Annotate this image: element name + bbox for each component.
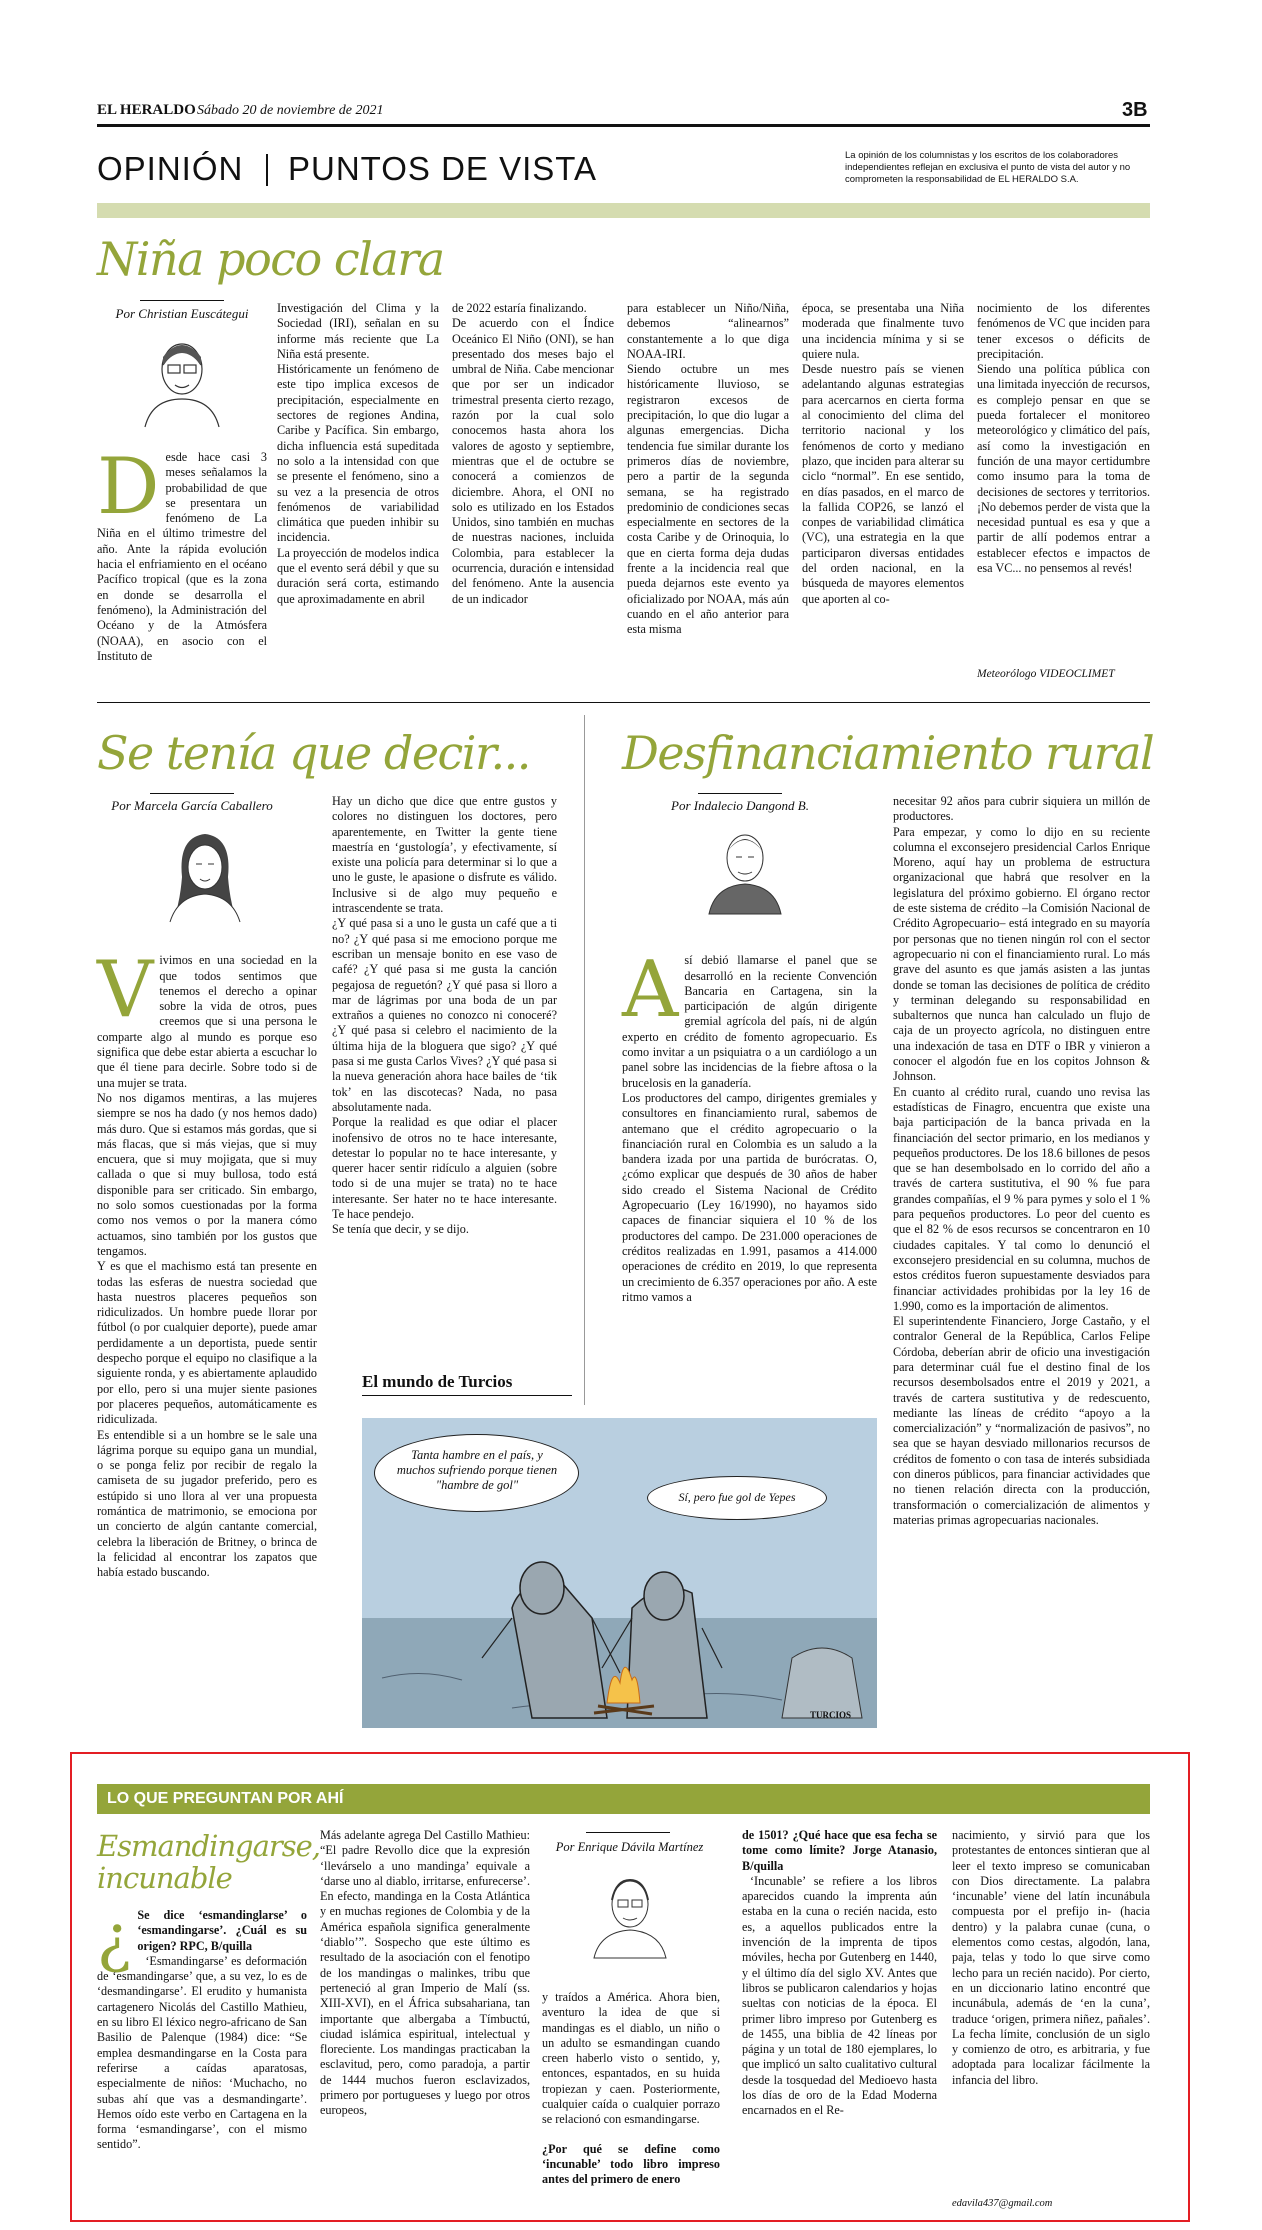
byline-rule xyxy=(586,1832,670,1833)
article1-col1-text: esde hace casi 3 meses señalamos la probabilidad de que se presentara un fenómeno de La Niña en el último trimestre del año. Ante la rápida evolución hacia el enfriamiento en el océano Pacífico tropical (que es la zona en donde se desarrolla el fenómeno), la Administración del Océano y de la Atmósfera (NOAA), en asocio con el Instituto de xyxy=(97,450,267,663)
article1-signature: Meteorólogo VIDEOCLIMET xyxy=(977,668,1115,680)
article2-title: Se tenía que decir... xyxy=(97,726,530,780)
accent-bar xyxy=(97,203,1150,218)
author-portrait xyxy=(160,822,250,922)
vertical-divider xyxy=(584,715,585,1405)
byline-rule xyxy=(150,793,234,794)
subsection-title: PUNTOS DE VISTA xyxy=(288,150,598,187)
article1-col6: nocimiento de los diferentes fenómenos de VC que inciden para tener excesos o déficits de precipitación. Siendo una política pública con una limitada inyección de recursos, es complejo pensar en que se pueda fortalecer el monitoreo meteorológico y climático del país, así como la investigación en función de una mayor certidumbre como insumo para la toma de decisiones de sectores y territorios. ¡No debemos perder de vista que la necesidad puntual es esa y que a partir de allí podemos entrar a establecer efectos e impactos de esa VC... no pensemos al revés! xyxy=(977,301,1150,576)
author-portrait xyxy=(137,327,227,427)
page-number: 3B xyxy=(1122,99,1148,121)
cartoon xyxy=(362,1418,877,1728)
section-divider xyxy=(266,154,268,186)
cartoon-rule xyxy=(362,1395,572,1396)
article1-byline: Por Christian Euscátegui xyxy=(115,306,249,321)
article2-col2: Hay un dicho que dice que entre gustos y colores no distinguen los doctores, pero aparentemente, en Twitter la gente tiene maestría en ‘gustología’, y efectivamente, sí existe una policía para determinar si lo que a uno le guste, le apasione o disfrute es válido. Inclusive si de algo muy pequeño e intrascendente se trata. ¿Y qué pasa si a uno le gusta un café que a ti no? ¿Y qué pasa si me emociono porque me escriban un mensaje bonito en ese vaso de café? ¿Y qué pasa si me gusta la canción pegajosa de reguetón? ¿Y qué pasa si lloro a mar de lágrimas por una boda de un par extraños a quienes no conozco ni conoceré? ¿Y qué pasa si celebro el nacimiento de la última hija de la bloguera que sigo? ¿Y qué pasa si me gusta Carlos Vives? ¿Y qué pasa si la nueva generación ahora hace bailes de ‘tik tok’ en las discotecas? Nada, no pasa absolutamente nada. Porque la realidad es que odiar el placer inofensivo de otros no te hace interesante, detestar lo popular no te hace interesante, y querer hacer sentir ridículo a alguien (sobre todo si de una mujer se trata) no te hace interesante. Ser hater no te hace interesante. Te hace pendejo. Se tenía que decir, y se dijo. xyxy=(332,794,557,1237)
cartoon-title: El mundo de Turcios xyxy=(362,1372,513,1391)
question-2: ¿Por qué se define como ‘incunable’ todo libro impreso antes del primero de enero xyxy=(542,2141,720,2187)
box-title: Esmandingarse, incunable xyxy=(97,1829,321,1895)
box-col3-text: y traídos a América. Ahora bien, aventuro la idea de que si mandingas es el diablo, un niño o un adulto se esmandingan cuando creen haberlo visto o sentido, y, entonces, espantados, en su huida tropiezan y caen. Posteriormente, cualquier caída o cualquier porrazo se relacionó con esmandingarse. xyxy=(542,1990,720,2127)
question-1: Se dice ‘esmandinglarse’ o ‘esmandingarse’. ¿Cuál es su origen? RPC, B/quilla xyxy=(137,1908,307,1953)
article1-title: Niña poco clara xyxy=(97,232,444,286)
article1-col1 xyxy=(97,442,267,685)
author-portrait xyxy=(590,1866,670,1958)
speech-bubble-text: Tanta hambre en el país, y muchos sufriendo porque tienen "hambre de gol" xyxy=(396,1448,558,1492)
box-header: LO QUE PREGUNTAN POR AHÍ xyxy=(97,1784,1150,1814)
box-email: edavila437@gmail.com xyxy=(952,2198,1053,2209)
question-2b: de 1501? ¿Qué hace que esa fecha se tome como límite? Jorge Atanasio, B/quilla xyxy=(742,1828,937,1873)
article1-col2: Investigación del Clima y la Sociedad (IRI), señalan en su informe más reciente que La Niña está presente. Históricamente un fenómeno de este tipo implica excesos de precipitación, especialmente en sectores de regiones Andina, Caribe y Pacífica. Sin embargo, dicha influencia está supeditada no solo a la intensidad con que se presente el fenómeno, sino a su vez a la presencia de otros fenómenos de variabilidad climática que pueden inhibir su incidencia. La proyección de modelos indica que el evento será débil y que su duración será corta, estimando que aproximadamente en abril xyxy=(277,301,439,606)
dropcap: D xyxy=(97,442,160,532)
dropcap: V xyxy=(97,945,154,1036)
box-col3 xyxy=(542,1990,720,2213)
box-col4-text: ‘Incunable’ se refiere a los libros aparecidos cuando la imprenta aún estaba en la cuna o recién nacida, esto es, a aquellos publicados entre la invención de la imprenta de tipos móviles, hecha por Gutenberg en 1440, y el último día del siglo XV. Antes que libros se publicaron calendarios y hojas sueltas con noticias de la época. El primer libro impreso por Gutenberg es de 1455, una biblia de 42 líneas por página y un total de 180 ejemplares, lo que implicó un salto cualitativo cultural desde la tosquedad del Medioevo hasta los días de oro de la Edad Moderna encarnados en el Re- xyxy=(742,1873,937,2118)
article1-col5: época, se presentaba una Niña moderada que finalmente tuvo una incidencia mínima y si se quiere nula. Desde nuestro país se vienen adelantando algunas estrategias para acercarnos en cierta forma al conocimiento del clima del territorio nacional y los fenómenos de corto y mediano plazo, que inciden para alterar su ciclo “normal”. En ese sentido, en días pasados, en el marco de la fallida COP26, se lanzó el conpes de variabilidad climática (VC), una estrategia en la que participaron diversas entidades del orden nacional, en la búsqueda de mayores elementos que aporten al co- xyxy=(802,301,964,606)
box-col4 xyxy=(742,1828,937,2213)
article3-byline: Por Indalecio Dangond B. xyxy=(671,798,809,813)
article3-col1-text: sí debió llamarse el panel que se desarrolló en la reciente Convención Bancaria en Cartagena, sin la participación de algún dirigente gremial agrícola del país, ni de algún experto en crédito de fomento agropecuario. Es como invitar a un psiquiatra o a un cardiólogo a un panel sobre las incidencias de la fiebre aftosa o la brucelosis en la ganadería. Los productores del campo, dirigentes gremiales y consultores en financiamiento rural, sabemos de antemano que el crédito agropecuario o la financiación rural en Colombia es un saludo a la bandera izada por una partida de burócratas. O, ¿cómo explicar que después de 30 años de haber sido creado el Sistema Nacional de Crédito Agropecuario (Ley 16/1990), no hayamos sido capaces de financiar siquiera el 10 % de los productores del campo. De 231.000 operaciones de créditos realizadas en 1.991, pasamos a 414.000 operaciones de crédito en 2019, lo que representa un crecimiento de 6.357 operaciones por año. A este ritmo vamos a xyxy=(622,953,877,1304)
speech-bubble-text: Sí, pero fue gol de Yepes xyxy=(678,1490,796,1504)
dropcap: A xyxy=(622,945,679,1036)
box-col1-text: ‘Esmandingarse’ es deformación de ‘esmandingarse’ que, a su vez, lo es de ‘desmandingarse’. El erudito y humanista cartagenero Nicolás del Castillo Mathieu, en su libro El léxico negro-africano de San Basilio de Palenque (1984) dice: “Se emplea desmandingarse en la Costa para referirse a caídas aparatosas, especialmente de niños: ‘Muchacho, no subas ahí que vas a desmandingarte’. Hemos oído este verbo en Cartagena en la forma ‘esmandingarse’, con el mismo sentido”. xyxy=(97,1953,307,2152)
cartoon-signature: TURCIOS xyxy=(810,1710,852,1720)
byline-rule xyxy=(698,793,782,794)
paper-name: EL HERALDO xyxy=(97,102,196,118)
article2-col1-text: ivimos en una sociedad en la que todos sentimos que tenemos el derecho a opinar sobre la vida de otros, pues creemos que si una persona le comparte algo al mundo es porque eso significa que debe estar abierta a escuchar lo que él tiene para decirle. Sobre todo si de una mujer se trata. No nos digamos mentiras, a las mujeres siempre se nos ha dado (y nos hemos dado) más duro. Que si estamos más gordas, que si más flacas, que si más viejas, que si muy encuera, que si muy mojigata, que si muy callada o que si muy bullosa, todo está disponible para ser criticado. Sin embargo, no solo somos cuestionadas por la forma como nos vemos o por la manera cómo actuamos, sino también por los gustos que tengamos. Y es que el machismo está tan presente en todas las esferas de nuestra sociedad que hasta nuestros placeres pequeños son ridiculizados. Un hombre puede llorar por fútbol (o por cualquier deporte), puede amar perdidamente a un deportista, puede sentir despecho porque el equipo no clasifique a la siguiente ronda, y es abiertamente aplaudido por ello, pero si una mujer siente pasiones por placeres pequeños, automáticamente es ridiculizada. Es entendible si a un hombre se le sale una lágrima porque su equipo gana un mundial, o se ponga feliz por recibir de regalo la camiseta de su jugador preferido, pero es estúpido si uno llora al ver una propuesta romántica de matrimonio, se emociona por un concierto de algún cantante comercial, celebra la liberación de Britney, o brinca de la felicidad al encontrar los zapatos que había estado buscando. xyxy=(97,953,317,1580)
article3-col1 xyxy=(622,938,877,1366)
section-rule xyxy=(97,702,1150,703)
article3-title: Desfinanciamiento rural xyxy=(622,726,1154,780)
article3-col2: necesitar 92 años para cubrir siquiera un millón de productores. Para empezar, y como lo dijo en su reciente columna el exconsejero presidencial Carlos Enrique Moreno, aquí hay un problema de estructura organizacional que habrá que resolver en la legislatura del próximo gobierno. El órgano rector de este sistema de crédito –la Comisión Nacional de Crédito Agropecuario– está integrado en su mayoría por personas que no tienen ningún rol con el sector agropecuario ni con el financiamiento rural. Lo más grave del asunto es que jamás asisten a las juntas donde se toman las decisiones de política de crédito y terminan delegando su responsabilidad en subalternos que nunca han calculado un flujo de caja de un proyecto agrícola, no distinguen entre una indexación de tasa en DTF o IBR y vinieron a conocer el algodón fue en los copitos Johnson & Johnson. En cuanto al crédito rural, cuando uno revisa las estadísticas de Finagro, encuentra que existe una baja participación de la banca privada en la financiación del sector primario, en los medianos y pequeños productores. De los 18.6 billones de pesos que se han desembolsado en lo corrido del año a través de cartera sustitutiva, el 90 % fue para grandes compañías, el 9 % para pymes y solo el 1 % para pequeños productores. Lo peor del cuento es que el 82 % de esos recursos se concentraron en 10 ciudades capitales. Y tal como lo denunció el exconsejero presidencial en su columna, muchos de estos créditos fueron supuestamente desviados para financiar actividades prohibidas por la ley 16 de 1.990, como es la importación de alimentos. El superintendente Financiero, Jorge Castaño, y el contralor General de la República, Carlos Felipe Córdoba, deberían abrir de oficio una investigación para determinar cuál fue el destino final de los recursos desembolsados entre el 2019 y 2021, a través de cartera sustitutiva y de redescuento, mediante las líneas de crédito “apoyo a la comercialización” y “normalización de pasivos”, no sea que se hayan desviado millonarios recursos de créditos de fomento o con tasa de interés subsidiada con dineros públicos, para financiar actividades que no tienen relación directa con la producción, transformación o comercialización de alimentos y materias primas agropecuarias nacionales. xyxy=(893,794,1150,1527)
box-col1 xyxy=(97,1902,307,2213)
disclaimer: La opinión de los columnistas y los escritos de los colaboradores independientes reflejan en exclusiva el punto de vista del autor y no comprometen la responsabilidad de EL HERALDO S.A. xyxy=(845,150,1131,185)
article1-col3: de 2022 estaría finalizando. De acuerdo con el Índice Oceánico El Niño (ONI), se han presentado dos meses bajo el umbral de Niña. Cabe mencionar que por ser un indicador trimestral presenta cierto rezago, razón por la cual solo conocemos hasta ahora los valores de agosto y septiembre, mientras que el de octubre se conocerá a comienzos de diciembre. Ahora, el ONI no solo es utilizado en los Estados Unidos, sino también en muchas de nuestras naciones, incluida Colombia, para establecer la ocurrencia, duración e intensidad del fenómeno. Ante la ausencia de un indicador xyxy=(452,301,614,606)
box-col2: Más adelante agrega Del Castillo Mathieu: “El padre Revollo dice que la expresión ‘llevárselo a uno mandinga’ equivale a ‘darse uno al diablo, irritarse, enfurecerse’. En efecto, mandinga en la Costa Atlántica y en muchas regiones de Colombia y de la América española significa generalmente ‘diablo’”. Sospecho que este último es resultado de la asociación con el fenotipo de los mandingas o malinkes, tribu que perteneció al gran Imperio de Malí (ss. XIII-XVI), en el África subsahariana, tan importante que albergaba a Tímbuctú, ciudad islámica espiritual, intelectual y floreciente. Los mandingas practicaban la esclavitud, pero, como paradoja, a partir de 1444 muchos fueron esclavizados, primero por portugueses y luego por otros europeos, xyxy=(320,1828,530,2118)
author-portrait xyxy=(705,822,785,914)
article2-col1 xyxy=(97,938,317,1580)
article2-byline: Por Marcela García Caballero xyxy=(111,798,273,813)
section-title: OPINIÓN xyxy=(97,150,244,187)
header-rule xyxy=(97,124,1150,127)
byline-rule xyxy=(140,300,224,301)
box-col5: nacimiento, y sirvió para que los protestantes de entonces sintieran que al leer el texto impreso se comunicaban con Dios directamente. La palabra ‘incunable’ viene del latín incunábula compuesta por el prefijo in- (hacia dentro) y la palabra cunae (cuna, o elementos como cestas, algodón, lana, paja, telas y todo lo que sirve como lecho para un recién nacido). Por cierto, en un diccionario latino encontré que incunábula, además de ‘en la cuna’, traduce ‘origen, primera niñez, pañales’. La fecha límite, conclusión de un siglo y comienzo de otro, es arbitraria, y fue adoptada para localizar fácilmente la infancia del libro. xyxy=(952,1828,1150,2087)
box-byline: Por Enrique Dávila Martínez xyxy=(555,1840,704,1854)
issue-date: Sábado 20 de noviembre de 2021 xyxy=(197,103,384,118)
dropcap: ¿ xyxy=(97,1902,132,1976)
article1-col4: para establecer un Niño/Niña, debemos “alinearnos” constantemente a lo que diga NOAA-IRI. Siendo octubre un mes históricamente lluvioso, se registraron excesos de precipitación, lo que dio lugar a algunas emergencias. Dicha tendencia fue similar durante los primeros días de noviembre, pero a partir de la segunda semana, se ha registrado predominio de condiciones secas especialmente en sectores de la costa Caribe y de Orinoquia, lo que en cierta forma deja dudas frente a la incidencia real que pueda dejarnos este evento ya oficializado por NOAA, más aún cuando en el año anterior para esta misma xyxy=(627,301,789,637)
